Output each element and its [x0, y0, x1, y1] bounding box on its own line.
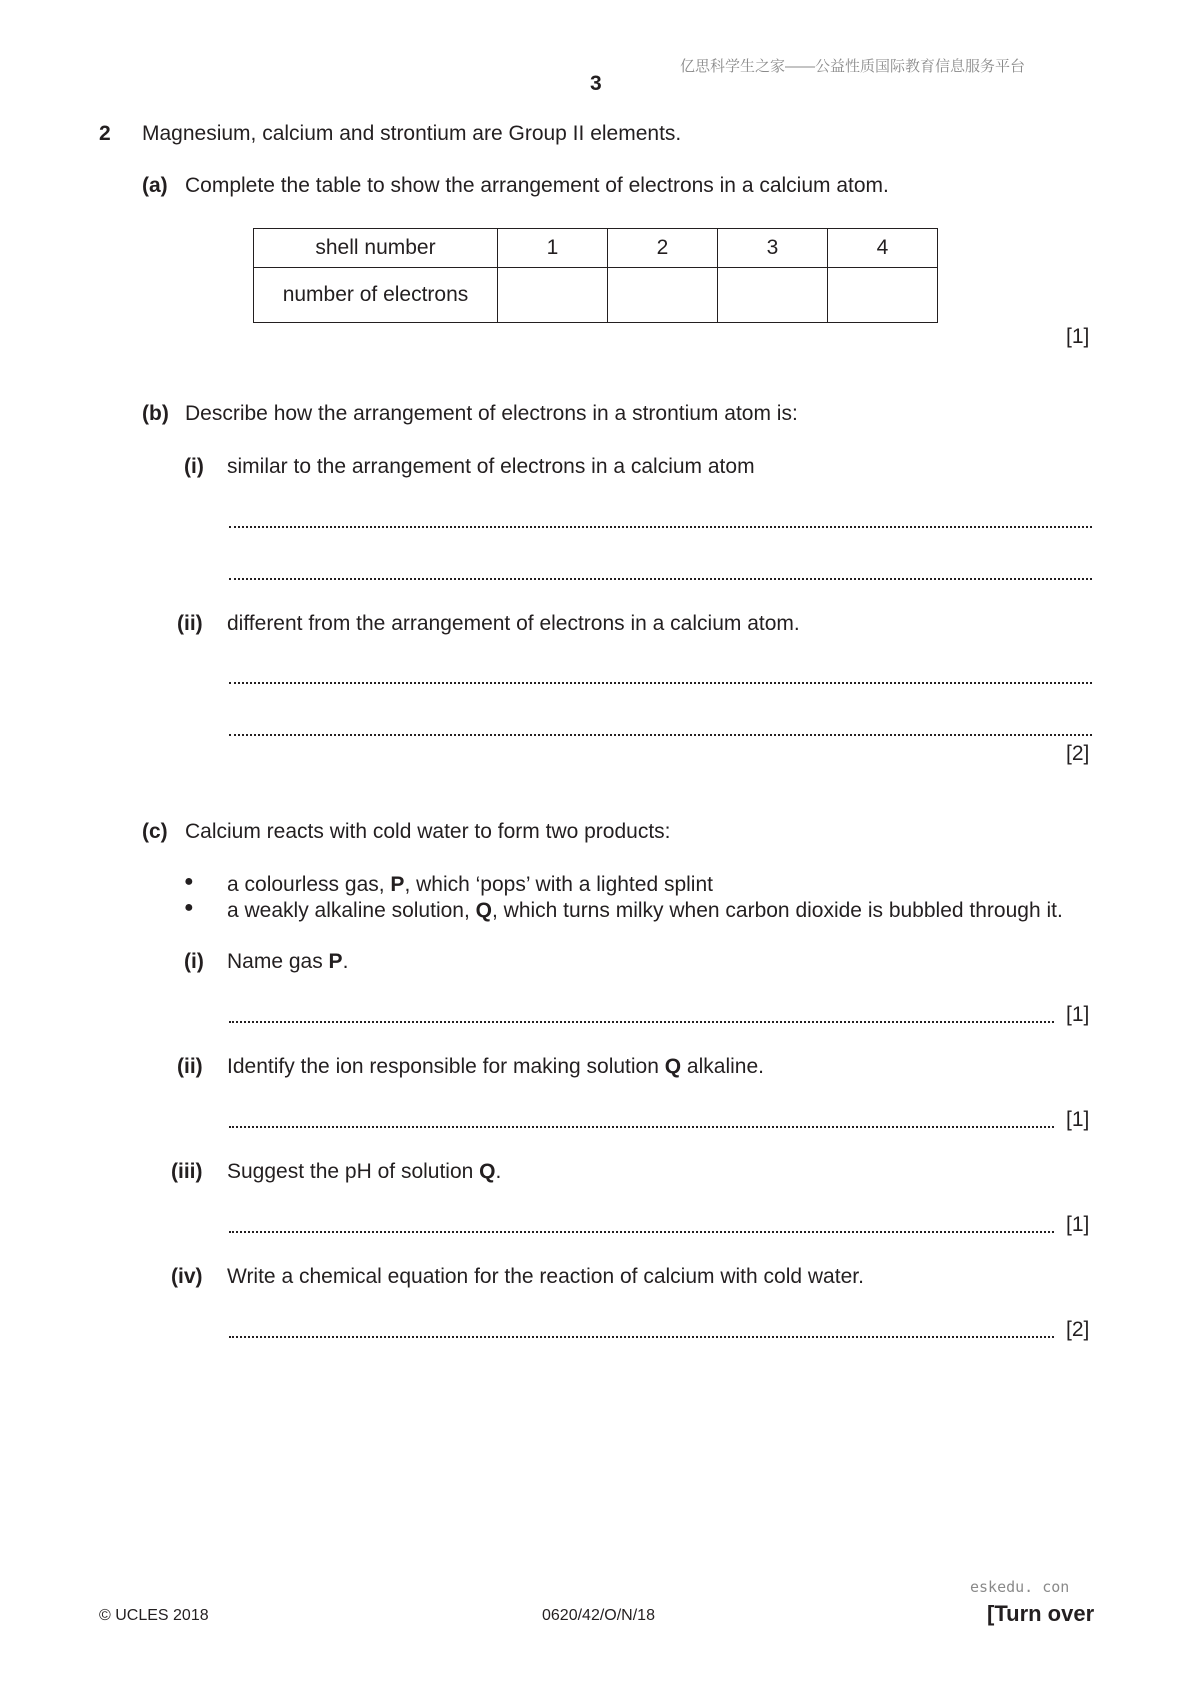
part-c-iii-text: Suggest the pH of solution Q.	[227, 1160, 502, 1183]
header-watermark: 亿思科学生之家——公益性质国际教育信息服务平台	[680, 58, 1026, 75]
part-c-iii-marks: [1]	[1066, 1213, 1090, 1236]
part-c-i-marks: [1]	[1066, 1003, 1090, 1026]
part-c-iv-text: Write a chemical equation for the reaction of calcium with cold water.	[227, 1265, 864, 1288]
shell-2: 2	[608, 229, 718, 268]
part-c-ii-marks: [1]	[1066, 1108, 1090, 1131]
answer-line-c-i[interactable]	[229, 1021, 1054, 1023]
question-number: 2	[99, 122, 111, 145]
question-intro: Magnesium, calcium and strontium are Group II elements.	[142, 122, 682, 145]
bullet-1: a colourless gas, P, which ‘pops’ with a lighted splint	[227, 873, 713, 896]
shell-3: 3	[718, 229, 828, 268]
part-c-label: (c)	[142, 820, 168, 843]
part-c-iv-marks: [2]	[1066, 1318, 1090, 1341]
part-c-iii-label: (iii)	[171, 1160, 203, 1183]
part-c-ii-label: (ii)	[177, 1055, 203, 1078]
part-b-i-label: (i)	[184, 455, 204, 478]
part-c-i-text: Name gas P.	[227, 950, 349, 973]
footer-paper-code: 0620/42/O/N/18	[542, 1607, 655, 1624]
part-b-text: Describe how the arrangement of electrons in a strontium atom is:	[185, 402, 798, 425]
page-number: 3	[590, 72, 602, 95]
part-c-i-label: (i)	[184, 950, 204, 973]
part-b-i-text: similar to the arrangement of electrons in a calcium atom	[227, 455, 755, 478]
footer-site-watermark: eskedu. con	[970, 1578, 1070, 1596]
electrons-header: number of electrons	[254, 268, 498, 323]
bullet-1-symbol: ●	[184, 873, 194, 890]
bullet-2-symbol: ●	[184, 899, 194, 916]
turn-over: [Turn over	[987, 1601, 1095, 1626]
electrons-cell-4[interactable]	[828, 268, 938, 323]
part-a-marks: [1]	[1066, 325, 1090, 348]
part-b-ii-text: different from the arrangement of electrons in a calcium atom.	[227, 612, 800, 635]
part-c-iv-label: (iv)	[171, 1265, 203, 1288]
answer-line-b-i-2[interactable]	[229, 578, 1092, 580]
electrons-cell-3[interactable]	[718, 268, 828, 323]
bullet-2: a weakly alkaline solution, Q, which turns milky when carbon dioxide is bubbled through it.	[227, 899, 1063, 922]
part-a-text: Complete the table to show the arrangement of electrons in a calcium atom.	[185, 174, 889, 197]
shell-4: 4	[828, 229, 938, 268]
electron-shell-table	[253, 228, 938, 323]
part-c-ii-text: Identify the ion responsible for making solution Q alkaline.	[227, 1055, 764, 1078]
part-a-label: (a)	[142, 174, 168, 197]
answer-line-b-ii-2[interactable]	[229, 734, 1092, 736]
answer-line-c-iv[interactable]	[229, 1336, 1054, 1338]
electrons-cell-1[interactable]	[498, 268, 608, 323]
answer-line-c-ii[interactable]	[229, 1126, 1054, 1128]
answer-line-b-ii-1[interactable]	[229, 682, 1092, 684]
part-b-label: (b)	[142, 402, 169, 425]
shell-number-header: shell number	[254, 229, 498, 268]
electrons-cell-2[interactable]	[608, 268, 718, 323]
part-b-ii-label: (ii)	[177, 612, 203, 635]
answer-line-b-i-1[interactable]	[229, 526, 1092, 528]
answer-line-c-iii[interactable]	[229, 1231, 1054, 1233]
footer-copyright: © UCLES 2018	[99, 1607, 209, 1624]
part-c-text: Calcium reacts with cold water to form two products:	[185, 820, 671, 843]
shell-1: 1	[498, 229, 608, 268]
part-b-marks: [2]	[1066, 742, 1090, 765]
